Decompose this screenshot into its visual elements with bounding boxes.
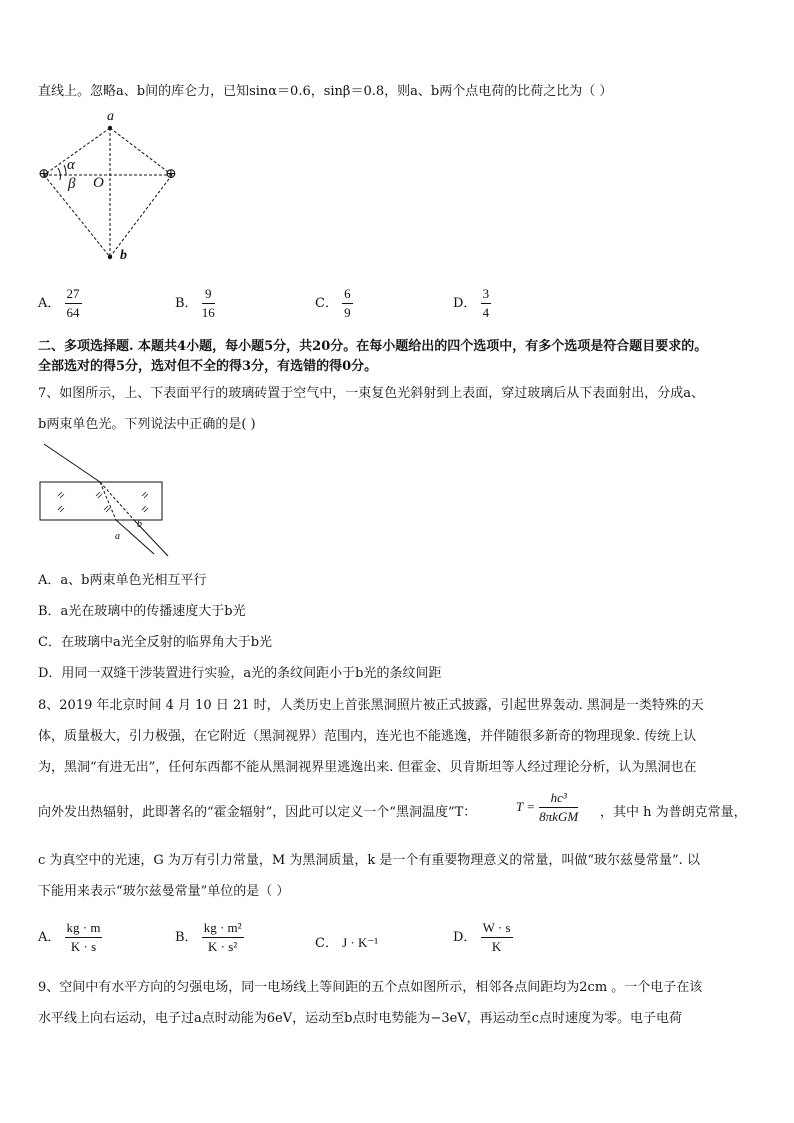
- option-letter: A．: [38, 296, 61, 311]
- q6-label-beta: β: [68, 176, 76, 192]
- q9-stem-line1: 9、空间中有水平方向的匀强电场，同一电场线上等间距的五个点如图所示，相邻各点间距均为2cm 。一个电子在该: [38, 980, 703, 995]
- q6-rhombus-figure: [36, 110, 196, 270]
- fraction-numerator: 6: [342, 286, 353, 304]
- q8-stem-line5: c 为真空中的光速，G 为万有引力常量，M 为黑洞质量，k 是一个有重要物理意义的常量，叫做“玻尔兹曼常量”. 以: [38, 853, 700, 868]
- q6-option-c[interactable]: [315, 286, 353, 321]
- formula-numerator: hc³: [539, 790, 578, 808]
- option-letter: B．: [175, 296, 198, 311]
- q6-option-b[interactable]: [175, 286, 215, 321]
- fraction-numerator: W · s: [481, 920, 513, 938]
- fraction-numerator: 9: [202, 286, 215, 304]
- q8-stem-line2: 体，质量极大，引力极强，在它附近（黑洞视界）范围内，连光也不能逃逸，并伴随很多新奇的物理现象. 传统上认: [38, 729, 697, 744]
- fraction-denominator: 4: [482, 305, 490, 320]
- q8-option-b[interactable]: [175, 920, 244, 955]
- section2-heading-line2: 全部选对的得5分，选对但不全的得3分，有选错的得0分。: [38, 359, 378, 374]
- option-letter: C．: [315, 296, 338, 311]
- q7-stem-line2: b两束单色光。下列说法中正确的是( ): [38, 417, 256, 432]
- q8-option-a[interactable]: [38, 920, 102, 955]
- q7-option-b[interactable]: B．a光在玻璃中的传播速度大于b光: [38, 604, 246, 619]
- q7-label-b: b: [137, 519, 142, 530]
- fraction-denominator: 64: [66, 305, 80, 320]
- fraction-denominator: 16: [201, 305, 215, 320]
- q7-stem-line1: 7、如图所示，上、下表面平行的玻璃砖置于空气中，一束复色光斜射到上表面，穿过玻璃后从下表面射出，分成a、: [38, 386, 705, 401]
- fraction-numerator: 3: [481, 286, 492, 304]
- fraction-denominator: K · s²: [208, 939, 238, 954]
- section2-heading-line1: 二、多项选择题. 本题共4小题，每小题5分，共20分。在每小题给出的四个选项中，有多个选项是符合题目要求的。: [38, 339, 708, 354]
- fraction-denominator: K · s: [70, 939, 97, 954]
- fraction-numerator: kg · m: [65, 920, 103, 938]
- q6-stem-end: 直线上。忽略a、b间的库仑力，已知sinα＝0.6，sinβ＝0.8，则a、b两个点电荷的比荷之比为（ ）: [38, 84, 613, 99]
- q7-option-c[interactable]: C．在玻璃中a光全反射的临界角大于b光: [38, 635, 273, 650]
- q6-label-O: O: [93, 175, 104, 191]
- q6-left-charge-icon: ⊕: [38, 166, 50, 182]
- fraction-numerator: kg · m²: [202, 920, 244, 938]
- q8-stem-line1: 8、2019 年北京时间 4 月 10 日 21 时，人类历史上首张黑洞照片被正式披露，引起世界轰动. 黑洞是一类特殊的天: [38, 698, 704, 713]
- option-letter: B．: [175, 930, 198, 945]
- formula-denominator: 8πkGM: [539, 809, 579, 824]
- q6-option-a[interactable]: [38, 286, 82, 321]
- q7-label-a: a: [115, 531, 120, 542]
- q7-option-d[interactable]: D．用同一双缝干涉装置进行实验，a光的条纹间距小于b光的条纹间距: [38, 666, 442, 681]
- q6-right-charge-icon: ⊕: [165, 166, 177, 182]
- q7-glass-slab-figure: [38, 442, 178, 562]
- q8-stem-line3: 为，黑洞“有进无出”，任何东西都不能从黑洞视界里逃逸出来. 但霍金、贝肯斯坦等人经过理论分析，认为黑洞也在: [38, 760, 697, 775]
- q8-hawking-temperature-formula: [516, 790, 578, 825]
- option-letter: A．: [38, 930, 61, 945]
- q7-option-a[interactable]: A．a、b两束单色光相互平行: [38, 573, 207, 588]
- formula-lhs: T =: [516, 799, 536, 814]
- q8-option-c[interactable]: [315, 932, 378, 951]
- q8-stem-line4-pre: 向外发出热辐射，此即著名的“霍金辐射”，因此可以定义一个“黑洞温度”T：: [38, 805, 477, 820]
- option-text: J · K⁻¹: [342, 935, 379, 950]
- q6-label-alpha: α: [67, 157, 75, 173]
- option-letter: C．: [315, 936, 338, 951]
- q6-label-b: b: [120, 248, 127, 263]
- q6-label-a: a: [107, 109, 114, 124]
- option-letter: D．: [453, 930, 477, 945]
- q6-option-d[interactable]: [453, 286, 491, 321]
- q9-stem-line2: 水平线上向右运动，电子过a点时动能为6eV，运动至b点时电势能为−3eV，再运动至c点时速度为零。电子电荷: [38, 1011, 682, 1026]
- q8-stem-line4-post: ，其中 h 为普朗克常量，: [600, 805, 747, 820]
- fraction-numerator: 27: [65, 286, 82, 304]
- q8-option-d[interactable]: [453, 920, 513, 955]
- fraction-denominator: 9: [344, 305, 351, 320]
- option-letter: D．: [453, 296, 477, 311]
- q8-stem-line6: 下能用来表示“玻尔兹曼常量”单位的是（ ）: [38, 884, 290, 899]
- fraction-denominator: K: [491, 939, 502, 954]
